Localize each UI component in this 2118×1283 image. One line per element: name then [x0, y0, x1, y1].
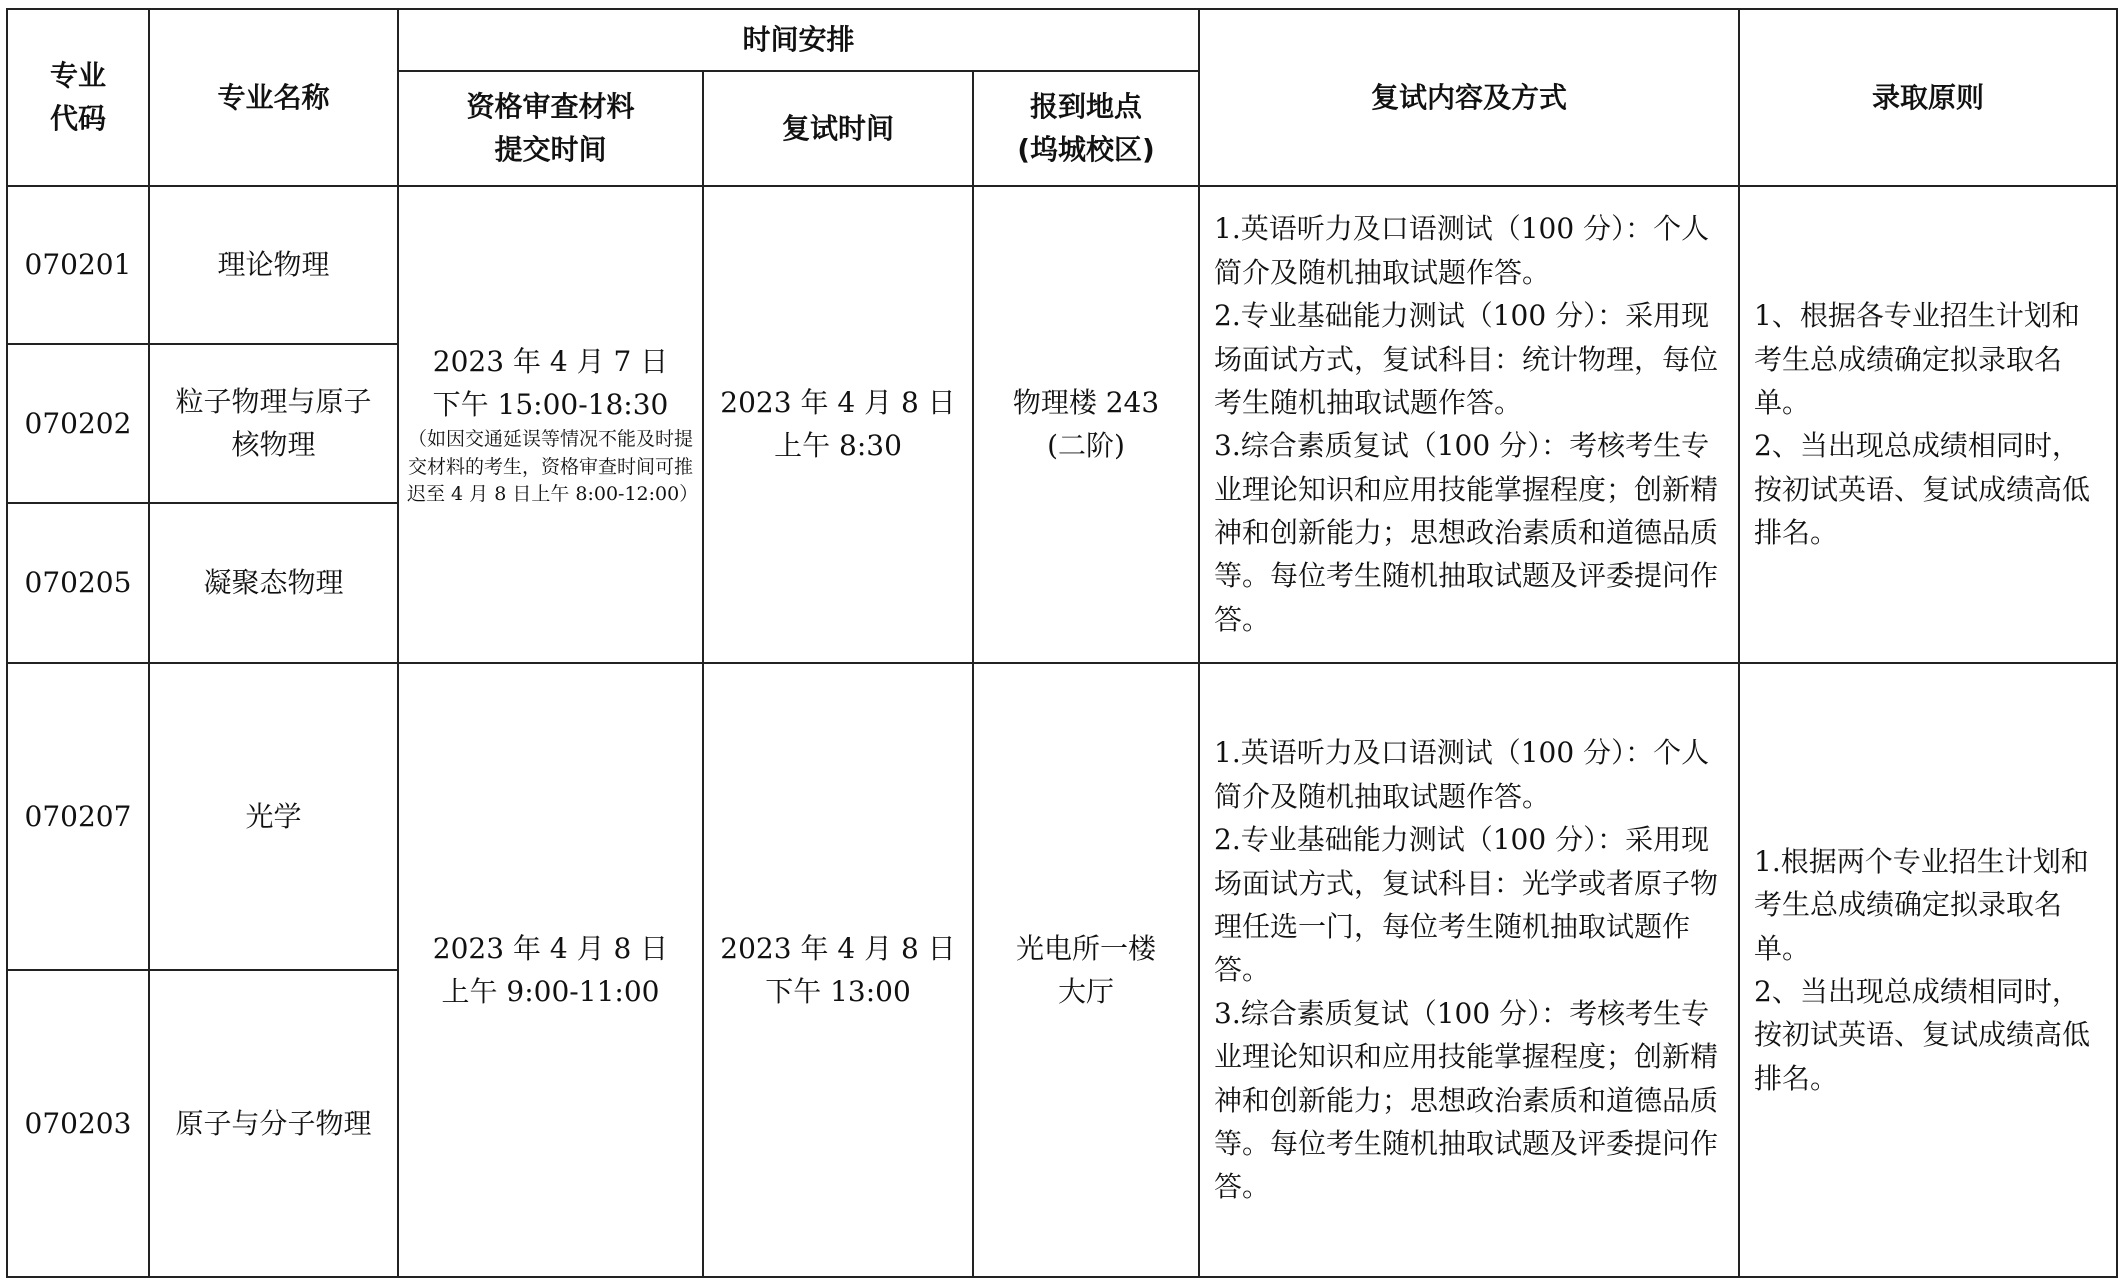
- header-row-1: [7, 9, 2117, 71]
- content-item: 3.综合素质复试（100 分）：考核考生专业理论知识和应用技能掌握程度；创新精神和创新能力；思想政治素质和道德品质等。每位考生随机抽取试题及评委提问作答。: [1214, 429, 1719, 636]
- header-code-line2: 代码: [49, 102, 106, 136]
- major-name: 光学: [149, 663, 398, 970]
- content-item: 1.英语听力及口语测试（100 分）：个人简介及随机抽取试题作答。: [1214, 212, 1710, 289]
- header-submit-line2: 提交时间: [494, 133, 607, 167]
- major-code: 070202: [7, 344, 149, 503]
- retest-time: 下午 13:00: [765, 975, 911, 1009]
- submit-note: （如因交通延误等情况不能及时提交材料的考生，资格审查时间可推迟至 4 月 8 日上午 8:00-12:00）: [407, 428, 699, 506]
- header-retest-time: 复试时间: [703, 71, 973, 185]
- content-cell: [1199, 663, 1739, 1277]
- location-line2: (二阶): [1047, 429, 1125, 463]
- principle-cell: [1739, 663, 2117, 1277]
- content-item: 1.英语听力及口语测试（100 分）：个人简介及随机抽取试题作答。: [1214, 736, 1710, 813]
- table-row: [7, 186, 2117, 345]
- submit-time-cell: [398, 186, 703, 664]
- header-name: 专业名称: [149, 9, 398, 186]
- submit-date: 2023 年 4 月 7 日: [432, 344, 669, 378]
- retest-time-cell: [703, 186, 973, 664]
- table-row: [7, 663, 2117, 970]
- location-line2: 大厅: [1058, 975, 1115, 1009]
- retest-time-cell: [703, 663, 973, 1277]
- header-location-line2: (坞城校区): [1017, 133, 1155, 167]
- content-item: 2.专业基础能力测试（100 分）：采用现场面试方式，复试科目：光学或者原子物理任选一门，每位考生随机抽取试题作答。: [1214, 823, 1719, 987]
- retest-date: 2023 年 4 月 8 日: [720, 931, 956, 965]
- content-item: 2.专业基础能力测试（100 分）：采用现场面试方式，复试科目：统计物理，每位考生随机抽取试题作答。: [1214, 299, 1719, 419]
- header-content: 复试内容及方式: [1199, 9, 1739, 186]
- retest-date: 2023 年 4 月 8 日: [720, 385, 956, 419]
- major-name-line2: 核物理: [231, 428, 316, 462]
- submit-time: 下午 15:00-18:30: [432, 387, 669, 421]
- major-name: 凝聚态物理: [149, 503, 398, 664]
- principle-item: 2、当出现总成绩相同时，按初试英语、复试成绩高低排名。: [1754, 975, 2091, 1095]
- major-name-line1: 粒子物理与原子: [175, 384, 372, 418]
- principle-cell: [1739, 186, 2117, 664]
- retest-schedule-table: [6, 8, 2118, 1278]
- header-submit-time: [398, 71, 703, 185]
- location-cell: [973, 186, 1199, 664]
- content-cell: [1199, 186, 1739, 664]
- header-principle: 录取原则: [1739, 9, 2117, 186]
- submit-time-cell: [398, 663, 703, 1277]
- major-code: 070207: [7, 663, 149, 970]
- major-code: 070205: [7, 503, 149, 664]
- major-name: 理论物理: [149, 186, 398, 345]
- principle-item: 1、根据各专业招生计划和考生总成绩确定拟录取名单。: [1754, 299, 2080, 419]
- major-name: 原子与分子物理: [149, 970, 398, 1277]
- header-code-line1: 专业: [49, 58, 106, 92]
- submit-time: 上午 9:00-11:00: [441, 975, 660, 1009]
- header-location-line1: 报到地点: [1030, 89, 1143, 123]
- location-line1: 光电所一楼: [1016, 931, 1157, 965]
- header-code: [7, 9, 149, 186]
- header-schedule: 时间安排: [398, 9, 1199, 71]
- principle-item: 1.根据两个专业招生计划和考生总成绩确定拟录取名单。: [1754, 844, 2089, 965]
- content-item: 3.综合素质复试（100 分）：考核考生专业理论知识和应用技能掌握程度；创新精神和创新能力；思想政治素质和道德品质等。每位考生随机抽取试题及评委提问作答。: [1214, 996, 1719, 1204]
- principle-item: 2、当出现总成绩相同时，按初试英语、复试成绩高低排名。: [1754, 429, 2091, 550]
- location-line1: 物理楼 243: [1012, 385, 1160, 419]
- header-location: [973, 71, 1199, 185]
- location-cell: [973, 663, 1199, 1277]
- major-code: 070201: [7, 186, 149, 345]
- retest-time: 上午 8:30: [774, 429, 902, 463]
- major-code: 070203: [7, 970, 149, 1277]
- submit-date: 2023 年 4 月 8 日: [432, 931, 669, 965]
- header-submit-line1: 资格审查材料: [466, 89, 635, 123]
- major-name: [149, 344, 398, 503]
